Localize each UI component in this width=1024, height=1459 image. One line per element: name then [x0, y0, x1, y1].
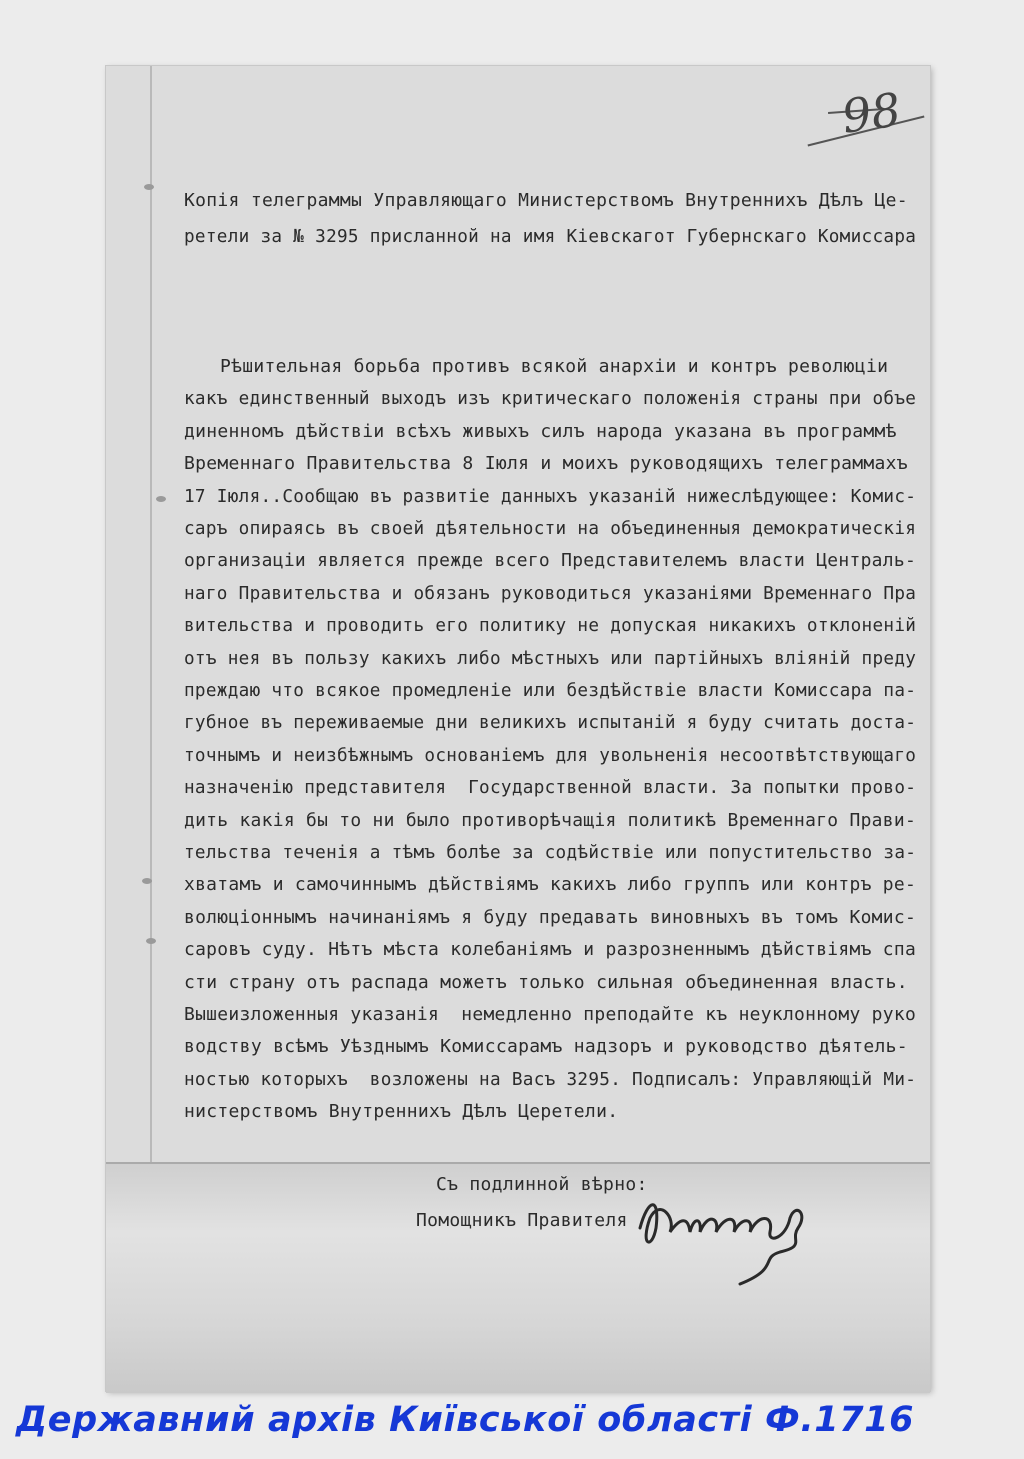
- text-line: саровъ суду. Нѣтъ мѣста колебаніямъ и разрозненнымъ дѣйствіямъ спа: [184, 939, 917, 961]
- text-line: Съ подлинной вѣрно:: [436, 1174, 648, 1195]
- text-line: нистерствомъ Внутреннихъ Дѣлъ Церетели.: [184, 1101, 619, 1123]
- text-line: вительства и проводить его политику не допуская никакихъ отклоненій: [184, 615, 917, 637]
- binding-hole: [144, 184, 154, 190]
- text-line: наго Правительства и обязанъ руководиться указаніями Временнаго Пра: [184, 582, 917, 604]
- text-line: Временнаго Правительства 8 Іюля и моихъ руководящихъ телеграммахъ: [184, 453, 908, 475]
- text-line: Рѣшительная борьба противъ всякой анархіи и контръ революціи: [220, 356, 889, 377]
- text-line: хватамъ и самочиннымъ дѣйствіямъ какихъ либо группъ или контръ ре-: [184, 874, 917, 896]
- text-line: какъ единственный выходъ изъ критическаго положенія страны при объе: [184, 388, 917, 410]
- text-line: сти страну отъ распада можетъ только сильная объединенная власть.: [184, 971, 908, 993]
- text-line: Копія телеграммы Управляющаго Министерствомъ Внутреннихъ Дѣлъ Це-: [184, 190, 908, 211]
- archive-label: Державний архів Київської області Ф.1716: [16, 1400, 915, 1440]
- text-line: дить какія бы то ни было противорѣчащія политикѣ Временнаго Прави-: [184, 809, 917, 831]
- text-line: отъ нея въ пользу какихъ либо мѣстныхъ или партійныхъ вліяній преду: [184, 647, 917, 669]
- text-line: точнымъ и неизбѣжнымъ основаніемъ для увольненія несоотвѣтствующаго: [184, 744, 917, 766]
- text-line: 17 Іюля..Сообщаю въ развитіе данныхъ указаній нижеслѣдующее: Комис-: [184, 485, 917, 507]
- text-line: саръ опираясь въ своей дѣятельности на объединенныя демократическія: [184, 518, 917, 539]
- text-line: водству всѣмъ Уѣзднымъ Комиссарамъ надзоръ и руководство дѣятель-: [184, 1036, 908, 1058]
- text-line: Вышеизложенныя указанія немедленно преподайте къ неуклонному руко: [184, 1004, 917, 1025]
- text-line: организаціи является прежде всего Представителемъ власти Централь-: [184, 550, 917, 572]
- left-crease: [150, 66, 152, 1162]
- text-line: Помощникъ Правителя: [416, 1210, 628, 1231]
- binding-hole: [142, 878, 152, 884]
- text-line: губное въ переживаемые дни великихъ испытаній я буду считать доста-: [184, 712, 917, 734]
- text-line: волюціоннымъ начинаніямъ я буду предавать виновныхъ въ томъ Комис-: [184, 906, 917, 928]
- signature: [630, 1188, 820, 1308]
- text-line: преждаю что всякое промедленіе или бездѣйствіе власти Комиссара па-: [184, 680, 917, 701]
- text-line: назначенію представителя Государственной власти. За попытки прово-: [184, 777, 917, 799]
- text-line: тельства теченія а тѣмъ болѣе за содѣйствіе или попустительство за-: [184, 842, 917, 863]
- text-line: диненномъ дѣйствіи всѣхъ живыхъ силъ народа указана въ программѣ: [184, 420, 897, 442]
- binding-hole: [156, 496, 166, 502]
- archive-page-number: 98: [838, 82, 905, 144]
- text-line: ретели за № 3295 присланной на имя Кіевскагот Губернскаго Комиссара: [184, 226, 917, 247]
- text-line: ностью которыхъ возложены на Васъ 3295. Подписалъ: Управляющій Ми-: [184, 1068, 917, 1090]
- binding-hole: [146, 938, 156, 944]
